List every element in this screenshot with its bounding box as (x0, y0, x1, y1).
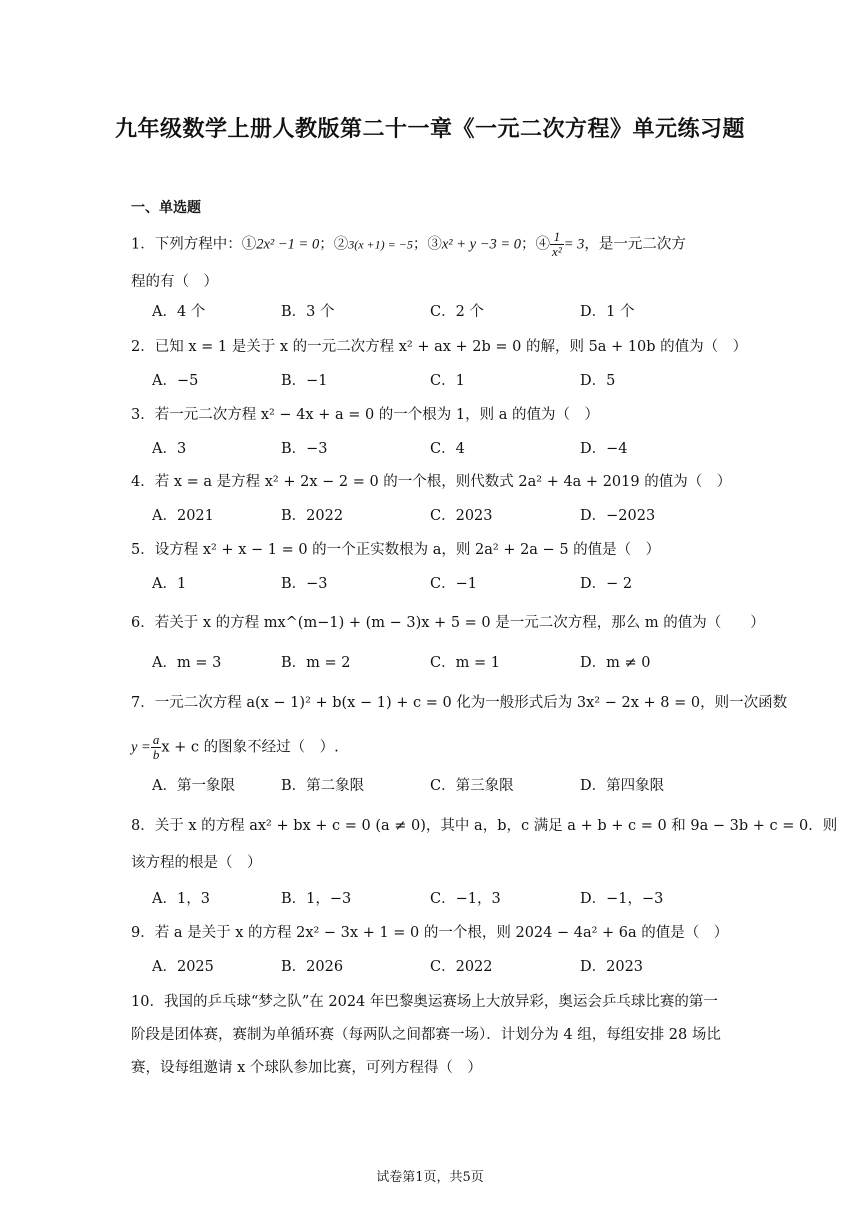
q4-option-a: A．2021 (152, 508, 214, 524)
q4-option-d: D．−2023 (580, 508, 656, 524)
question-8: 8．关于 x 的方程 ax² + bx + c = 0 (a ≠ 0)，其中 a，b，c 满足 a + b + c = 0 和 9a − 3b + c = 0．则 (131, 818, 838, 834)
q7-option-d: D．第四象限 (580, 778, 665, 794)
q4-option-c: C．2023 (430, 508, 493, 524)
q1-text-e: ，是一元二次方 (584, 236, 686, 253)
question-10-line-2: 阶段是团体赛，赛制为单循环赛（每两队之间都赛一场）．计划分为 4 组，每组安排 28 场比 (131, 1027, 721, 1043)
question-7-line-2 (131, 733, 339, 762)
q1-equation-1: 2x² −1 = 0 (256, 236, 320, 253)
question-4: 4．若 x = a 是方程 x² + 2x − 2 = 0 的一个根，则代数式 2a² + 4a + 2019 的值为（ ） (131, 474, 732, 490)
q9-option-a: A．2025 (152, 959, 214, 975)
q7-fraction: $\frac{a}{b}$ (152, 732, 160, 762)
q1-option-c: C．2 个 (430, 304, 484, 320)
q7-text-post: x + c 的图象不经过（ ）. (161, 739, 339, 756)
q9-option-d: D．2023 (580, 959, 644, 975)
question-9: 9．若 a 是关于 x 的方程 2x² − 3x + 1 = 0 的一个根，则 2024 − 4a² + 6a 的值是（ ） (131, 925, 729, 941)
q2-option-b: B．−1 (281, 373, 328, 389)
q1-fraction: $\frac{1}{\text{x²}}$ (552, 229, 562, 259)
q1-option-b: B．3 个 (281, 304, 335, 320)
q6-option-d: D．m ≠ 0 (580, 655, 651, 671)
q1-text-a: 1．下列方程中：① (131, 236, 257, 253)
q6-option-a: A．m = 3 (152, 655, 222, 671)
question-1-line-2: 程的有（ ） (131, 274, 218, 290)
q8-option-c: C．−1，3 (430, 891, 501, 907)
q5-option-d: D．− 2 (580, 576, 633, 592)
q2-option-d: D．5 (580, 373, 616, 389)
question-2: 2．已知 x = 1 是关于 x 的一元二次方程 x² + ax + 2b = 0 的解，则 5a + 10b 的值为（ ） (131, 339, 748, 355)
q3-option-d: D．−4 (580, 441, 628, 457)
question-5: 5．设方程 x² + x − 1 = 0 的一个正实数根为 a，则 2a² + 2a − 5 的值是（ ） (131, 542, 661, 558)
q3-option-a: A．3 (152, 441, 187, 457)
q3-option-c: C．4 (430, 441, 465, 457)
question-10-line-3: 赛，设每组邀请 x 个球队参加比赛，可列方程得（ ） (131, 1060, 482, 1076)
q4-option-b: B．2022 (281, 508, 344, 524)
q7-y-equals: y = (131, 739, 151, 756)
q1-equation-4: = 3 (563, 236, 585, 253)
q5-option-c: C．−1 (430, 576, 477, 592)
question-8-line-2: 该方程的根是（ ） (131, 855, 262, 871)
question-10: 10．我国的乒乓球“梦之队”在 2024 年巴黎奥运赛场上大放异彩，奥运会乒乓球比赛的第一 (131, 994, 718, 1010)
q7-option-c: C．第三象限 (430, 778, 514, 794)
page-footer: 试卷第1页，共5页 (376, 1170, 484, 1185)
q5-option-a: A．1 (152, 576, 187, 592)
page-title: 九年级数学上册人教版第二十一章《一元二次方程》单元练习题 (114, 116, 745, 142)
q1-text-c: ；③ (412, 236, 442, 253)
q7-option-a: A．第一象限 (152, 778, 235, 794)
question-1 (131, 230, 686, 259)
q1-option-a: A．4 个 (152, 304, 206, 320)
section-heading: 一、单选题 (131, 200, 201, 216)
q5-option-b: B．−3 (281, 576, 328, 592)
q2-option-c: C．1 (430, 373, 465, 389)
q1-option-d: D．1 个 (580, 304, 635, 320)
question-6: 6．若关于 x 的方程 mx^(m−1) + (m − 3)x + 5 = 0 是一元二次方程，那么 m 的值为（ ） (131, 615, 765, 631)
q1-equation-3: x² + y −3 = 0 (441, 236, 522, 253)
q2-option-a: A．−5 (152, 373, 199, 389)
q7-option-b: B．第二象限 (281, 778, 365, 794)
q1-text-d: ；④ (521, 236, 551, 253)
q8-option-a: A．1，3 (152, 891, 210, 907)
q8-option-b: B．1，−3 (281, 891, 352, 907)
q9-option-b: B．2026 (281, 959, 344, 975)
q3-option-b: B．−3 (281, 441, 328, 457)
q6-option-b: B．m = 2 (281, 655, 351, 671)
q1-text-b: ；② (319, 236, 349, 253)
q9-option-c: C．2022 (430, 959, 493, 975)
question-7: 7．一元二次方程 a(x − 1)² + b(x − 1) + c = 0 化为一般形式后为 3x² − 2x + 8 = 0，则一次函数 (131, 695, 788, 711)
q8-option-d: D．−1，−3 (580, 891, 664, 907)
question-3: 3．若一元二次方程 x² − 4x + a = 0 的一个根为 1，则 a 的值为（ ） (131, 407, 600, 423)
q1-equation-2: 3(x +1) = −5 (348, 237, 413, 252)
q6-option-c: C．m = 1 (430, 655, 500, 671)
